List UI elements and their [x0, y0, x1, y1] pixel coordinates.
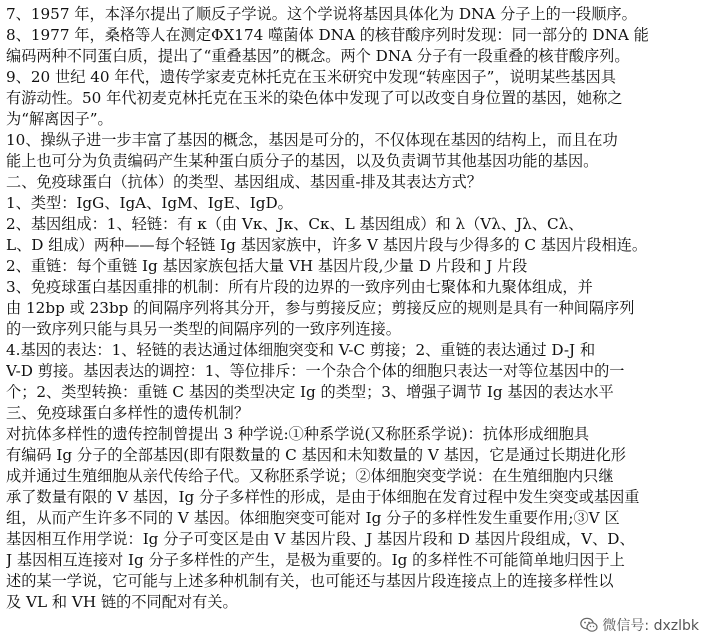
text-line: 9、20 世纪 40 年代，遗传学家麦克林托克在玉米研究中发现“转座因子”，说明某些基因具: [6, 68, 616, 86]
text-line: 编码两种不同蛋白质，提出了“重叠基因”的概念。两个 DNA 分子有一段重叠的核苷酸序列。: [6, 47, 630, 65]
text-line: V-D 剪接。基因表达的调控：1、等位排斥：一个杂合个体的细胞只表达一对等位基因中的一: [6, 362, 625, 380]
text-line: 由 12bp 或 23bp 的间隔序列将其分开，参与剪接反应；剪接反应的规则是具有一种间隔序列: [6, 299, 635, 317]
text-line: 为“解离因子”。: [6, 110, 113, 128]
text-line: 2、基因组成：1、轻链：有 κ（由 Vκ、Jκ、Cκ、L 基因组成）和 λ（Vλ、Jλ、Cλ、: [6, 215, 584, 233]
text-line: 的一致序列只能与具另一类型的间隔序列的一致序列连接。: [6, 320, 401, 338]
text-line: 8、1977 年，桑格等人在测定ΦX174 噬菌体 DNA 的核苷酸序列时发现：同一部分的 DNA 能: [6, 26, 649, 44]
section-heading: 三、免疫球蛋白多样性的遗传机制？: [6, 404, 249, 422]
text-line: 能上也可分为负责编码产生某种蛋白质分子的基因，以及负责调节其他基因功能的基因。: [6, 152, 599, 170]
text-line: 组，从而产生许多不同的 V 基因。体细胞突变可能对 Ig 分子的多样性发生重要作用;③V 区: [6, 509, 620, 527]
text-line: 个；2、类型转换：重链 C 基因的类型决定 Ig 的类型；3、增强子调节 Ig 基因的表达水平: [6, 383, 614, 401]
text-line: 有游动性。50 年代初麦克林托克在玉米的染色体中发现了可以改变自身位置的基因，她称之: [6, 89, 623, 107]
text-line: 承了数量有限的 V 基因，Ig 分子多样性的形成，是由于体细胞在发育过程中发生突变或基因重: [6, 488, 640, 506]
text-line: 3、免疫球蛋白基因重排的机制：所有片段的边界的一致序列由七聚体和九聚体组成，并: [6, 278, 593, 296]
text-line: 有编码 Ig 分子的全部基因(即有限数量的 C 基因和未知数量的 V 基因，它是通过长期进化形: [6, 446, 626, 464]
watermark: [576, 614, 703, 636]
wechat-icon: [580, 617, 598, 633]
section-heading: 二、免疫球蛋白（抗体）的类型、基因组成、基因重-排及其表达方式？: [6, 173, 482, 191]
text-line: 成并通过生殖细胞从亲代传给子代。又称胚系学说；②体细胞突变学说：在生殖细胞内只继: [6, 467, 614, 485]
watermark-text: 微信号: dxzlbk: [602, 618, 699, 634]
text-line: 及 VL 和 VH 链的不同配对有关。: [6, 593, 238, 611]
text-line: L、D 组成）两种——每个轻链 Ig 基因家族中，许多 V 基因片段与少得多的 C 基因片段相连。: [6, 236, 648, 254]
text-line: 述的某一学说，它可能与上述多种机制有关，也可能还与基因片段连接点上的连接多样性以: [6, 572, 614, 590]
text-line: 1、类型：IgG、IgA、IgM、IgE、IgD。: [6, 194, 293, 212]
text-line: 对抗体多样性的遗传控制曾提出 3 种学说:①种系学说(又称胚系学说)：抗体形成细胞具: [6, 425, 590, 443]
text-line: 2、重链：每个重链 Ig 基因家族包括大量 VH 基因片段,少量 D 片段和 J 片段: [6, 257, 528, 275]
text-line: J 基因相互连接对 Ig 分子多样性的产生，是极为重要的。Ig 的多样性不可能简单地归因于上: [6, 551, 625, 569]
text-line: 7、1957 年，本泽尔提出了顺反子学说。这个学说将基因具体化为 DNA 分子上的一段顺序。: [6, 5, 637, 23]
text-line: 基因相互作用学说：Ig 分子可变区是由 V 基因片段、J 基因片段和 D 基因片段组成，V、D、: [6, 530, 635, 548]
text-line: 4.基因的表达：1、轻链的表达通过体细胞突变和 V-C 剪接；2、重链的表达通过 D-J 和: [6, 341, 596, 359]
text-line: 10、操纵子进一步丰富了基因的概念，基因是可分的，不仅体现在基因的结构上，而且在功: [6, 131, 618, 149]
